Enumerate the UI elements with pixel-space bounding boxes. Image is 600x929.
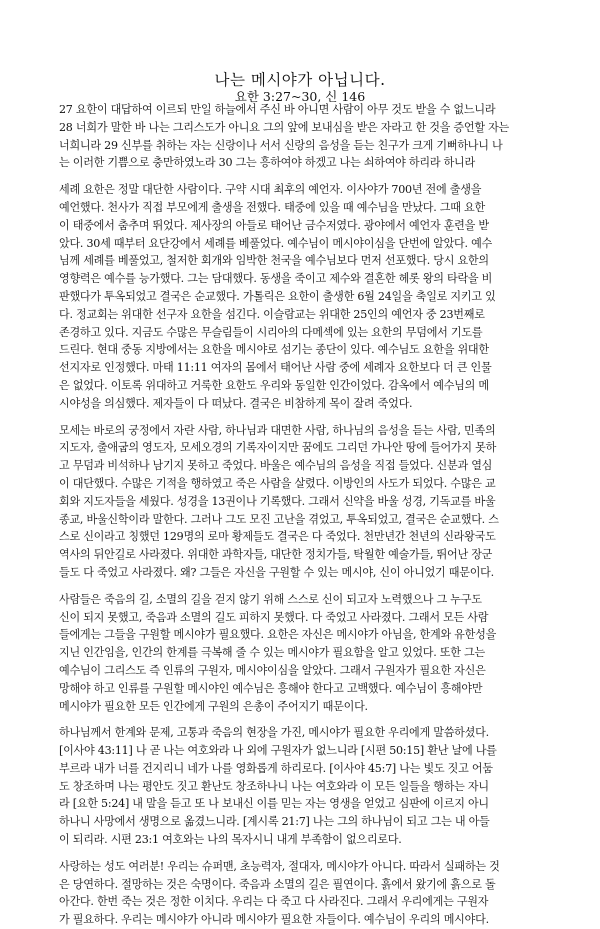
text-line: 라 [요한 5:24] 내 말을 듣고 또 나 보내신 이를 믿는 자는 영생을 얻었고 심판에 이르지 아니 [59, 797, 489, 811]
text-line: 은 당연하다. 절망하는 것은 숙명이다. 죽음과 소멸의 길은 필연이다. 흙에서 왔기에 흙으로 돌 [59, 877, 496, 891]
text-line: 아간다. 한번 죽는 것은 정한 이치다. 우리는 다 죽고 다 사라진다. 그래서 우리에게는 구원자 [59, 895, 489, 909]
text-line: 드린다. 현대 중동 지방에서는 요한을 메시야로 섬기는 종단이 있다. 예수님도 요한을 위대한 [59, 343, 489, 357]
text-line: 회와 지도자들을 세웠다. 성경을 13권이나 기록했다. 그래서 신약을 바울 성경, 기독교를 바울 [59, 494, 496, 508]
text-line: 망해야 하고 인류를 구원할 메시야인 예수님은 흥해야 한다고 고백했다. 예수님이 흥해야만 [59, 681, 483, 695]
text-line: 가 필요하다. 우리는 메시야가 아니라 메시야가 필요한 자들이다. 예수님이 우리의 메시야다. [59, 913, 489, 927]
page-title: 나는 메시야가 아닙니다. [214, 71, 386, 89]
text-line: 지도자, 출애굽의 영도자, 모세오경의 기록자이지만 꿈에도 그리던 가나안 땅에 들어가지 못하 [59, 441, 497, 455]
text-line: 27 요한이 대답하여 이르되 만일 하늘에서 주신 바 아니면 사람이 아무 것도 받을 수 없느니라 [59, 103, 496, 116]
text-line: 사람들은 죽음의 길, 소멸의 길을 걷지 않기 위해 스스로 신이 되고자 노력했으나 그 누구도 [59, 592, 482, 606]
text-line: 예언했다. 천사가 직접 부모에게 출생을 전했다. 태중에 있을 때 예수님을 만났다. 그때 요한 [59, 200, 485, 214]
text-line: 판했다가 투옥되었고 결국은 순교했다. 가톨릭은 요한이 출생한 6월 24일을 축일로 지키고 있 [59, 289, 496, 303]
text-line: 영향력은 예수를 능가했다. 그는 담대했다. 동생을 죽이고 제수와 결혼한 헤롯 왕의 타락을 비 [59, 272, 493, 286]
text-line: 세례 요한은 정말 대단한 사람이다. 구약 시대 최후의 예언자. 이사야가 700년 전에 출생을 [59, 183, 482, 197]
paragraph-gap [59, 849, 543, 858]
text-line: 너희니라 29 신부를 취하는 자는 신랑이나 서서 신랑의 음성을 듣는 친구가 크게 기뻐하나니 나 [59, 138, 503, 152]
text-line: 이 태중에서 춤추며 뛰었다. 제사장의 아들로 태어난 금수저였다. 광야에서 예언자 훈련을 받 [59, 218, 489, 232]
text-line: 고 무덤과 비석하나 남기지 못하고 죽었다. 바울은 예수님의 음성을 직접 들었다. 신분과 열심 [59, 459, 493, 473]
paragraph [59, 858, 543, 929]
paragraph [59, 422, 543, 582]
body-text [59, 101, 543, 929]
text-line: 종교, 바울신학이라 말한다. 그러나 그도 모진 고난을 겪었고, 투옥되었고, 결국은 순교했다. 스 [59, 512, 499, 526]
text-line: 은 없었다. 이토록 위대하고 거룩한 요한도 우리와 동일한 인간이었다. 감옥에서 예수님의 메 [59, 378, 489, 392]
text-line: 신이 되지 못했고, 죽음과 소멸의 길도 피하지 못했다. 다 죽었고 사라졌다. 그래서 모든 사람 [59, 610, 489, 624]
scripture-reference: 요한 3:27~30, 신 146 [234, 89, 366, 104]
paragraph [59, 101, 543, 172]
text-line: 모세는 바로의 궁정에서 자란 사람, 하나님과 대면한 사람, 하나님의 음성을 듣는 사람, 민족의 [59, 423, 496, 437]
text-line: 선지자로 인정했다. 마태 11:11 여자의 몸에서 태어난 사람 중에 세례자 요한보다 더 큰 인물 [59, 361, 492, 375]
text-line: 들도 다 죽었고 사라졌다. 왜? 그들은 자신을 구원할 수 있는 메시야, 신이 아니었기 때문이다. [59, 565, 494, 579]
text-line: 이 되리라. 시편 23:1 여호와는 나의 목자시니 내게 부족함이 없으리로다. [59, 833, 402, 847]
text-line: 역사의 뒤안길로 사라졌다. 위대한 과학자들, 대단한 정치가들, 탁월한 예술가들, 뛰어난 장군 [59, 548, 493, 562]
paragraph [59, 591, 543, 716]
text-line: 들에게는 그들을 구원할 메시야가 필요했다. 요한은 자신은 메시야가 아님을, 한계와 유한성을 [59, 628, 497, 642]
text-line: 사랑하는 성도 여러분! 우리는 슈퍼맨, 초능력자, 절대자, 메시야가 아니다. 따라서 실패하는 것 [59, 859, 500, 873]
paragraph [59, 724, 543, 849]
text-line: 았다. 30세 때부터 요단강에서 세례를 베풀었다. 예수님이 메시야이심을 단번에 알았다. 예수 [59, 236, 493, 250]
text-line: 존경하고 있다. 지금도 수많은 무슬림들이 시리아의 다메섹에 있는 요한의 무덤에서 기도를 [59, 325, 483, 339]
paragraph-gap [59, 413, 543, 422]
text-line: [이사야 43:11] 나 곧 나는 여호와라 나 외에 구원자가 없느니라 [시편 50:15] 환난 날에 나를 [59, 744, 497, 758]
text-line: 도 창조하며 나는 평안도 짓고 환난도 창조하나니 나는 여호와라 이 모든 일들을 행하는 자니 [59, 779, 489, 793]
paragraph-gap [59, 172, 543, 181]
text-line: 메시야가 필요한 모든 인간에게 구원의 은총이 주어지기 때문이다. [59, 699, 368, 713]
text-line: 다. 정교회는 위대한 선구자 요한을 섬긴다. 이슬람교는 위대한 25인의 예언자 중 23번째로 [59, 307, 485, 321]
text-line: 스로 신이라고 칭했던 129명의 로마 황제들도 결국은 다 죽었다. 천만년간 천년의 신라왕국도 [59, 530, 496, 544]
text-line: 예수님이 그리스도 즉 인류의 구원자, 메시야이심을 알았다. 그래서 구원자가 필요한 자신은 [59, 663, 486, 677]
text-line: 하나님께서 한계와 문제, 고통과 죽음의 현장을 가진, 메시야가 필요한 우리에게 말씀하셨다. [59, 726, 489, 740]
text-line: 님께 세례를 베풀었고, 철저한 회개와 임박한 천국을 예수님보다 먼저 선포했다. 당시 요한의 [59, 254, 489, 268]
text-line: 이 대단했다. 수많은 기적을 행하였고 죽은 사람을 살렸다. 이방인의 사도가 되었다. 수많은 교 [59, 476, 496, 490]
paragraph-gap [59, 715, 543, 724]
paragraph [59, 181, 543, 412]
text-line: 28 너희가 말한 바 나는 그리스도가 아니요 그의 앞에 보내심을 받은 자라고 한 것을 증언할 자는 [59, 120, 510, 134]
text-line: 부르라 내가 너를 건지리니 네가 나를 영화롭게 하리로다. [이사야 45:7] 나는 빛도 짓고 어둠 [59, 761, 493, 775]
text-line: 는 이러한 기쁨으로 충만하였노라 30 그는 흥하여야 하겠고 나는 쇠하여야 하리라 하니라 [59, 156, 475, 170]
paragraph-gap [59, 582, 543, 591]
text-line: 하나니 사망에서 생명으로 옮겼느니라. [계시록 21:7] 나는 그의 하나님이 되고 그는 내 아들 [59, 815, 490, 829]
text-line: 시야성을 의심했다. 제자들이 다 떠났다. 결국은 비참하게 목이 잘려 죽었다. [59, 396, 413, 410]
text-line: 지닌 인간임을, 인간의 한계를 극복해 줄 수 있는 메시야가 필요함을 알고 있었다. 또한 그는 [59, 646, 485, 660]
